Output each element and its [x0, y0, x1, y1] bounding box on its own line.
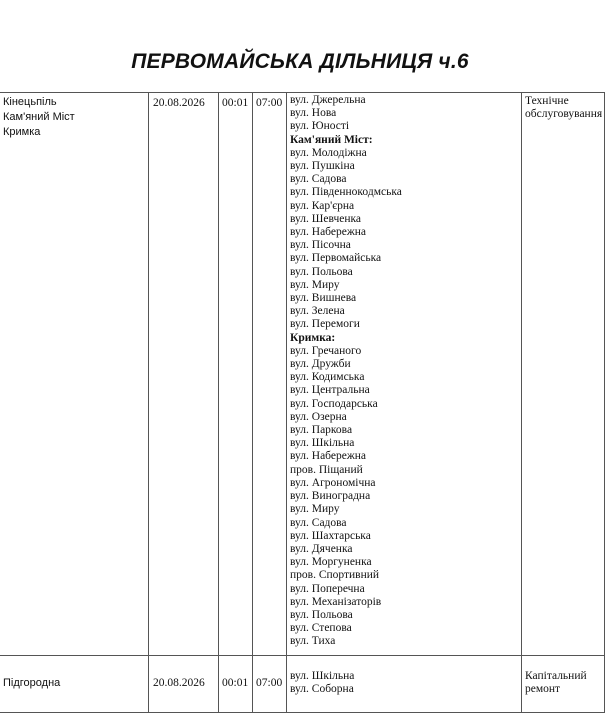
street-item: вул. Зелена [290, 305, 345, 318]
table-row [0, 93, 604, 655]
streets-cell [290, 670, 354, 696]
street-item: вул. Дяченка [290, 542, 353, 555]
street-item: вул. Гречаного [290, 344, 362, 357]
settlement-subheader: Кримка: [290, 331, 336, 344]
settlement-subheader: Кам'яний Міст: [290, 133, 373, 146]
table-bottom-border [0, 712, 604, 713]
time-to-cell: 07:00 [256, 677, 283, 689]
time-to-cell: 07:00 [256, 97, 283, 109]
street-item: вул. Нова [290, 107, 337, 120]
settlement-name: Кам'яний Міст [3, 111, 75, 123]
table-row [0, 656, 604, 712]
street-item: вул. Господарська [290, 397, 378, 410]
street-item: вул. Озерна [290, 410, 347, 423]
street-item: вул. Миру [290, 278, 340, 291]
street-item: вул. Набережна [290, 450, 367, 463]
street-item: вул. Моргуненка [290, 556, 372, 569]
street-item: вул. Юності [290, 120, 350, 133]
street-item: вул. Польова [290, 265, 353, 278]
street-item: вул. Виноградна [290, 490, 371, 503]
street-item: вул. Молодіжна [290, 146, 367, 159]
street-item: вул. Агрономічна [290, 476, 376, 489]
work-type-cell: Капітальний ремонт [525, 670, 587, 695]
street-item: вул. Степова [290, 622, 352, 635]
time-from-cell: 00:01 [222, 677, 249, 689]
street-item: вул. Соборна [290, 683, 354, 696]
page-title: ПЕРВОМАЙСЬКА ДІЛЬНИЦЯ ч.6 [131, 50, 469, 73]
street-item: вул. Пушкіна [290, 160, 355, 173]
street-item: вул. Первомайська [290, 252, 382, 265]
street-item: вул. Польова [290, 608, 353, 621]
date-cell: 20.08.2026 [153, 677, 205, 689]
street-item: вул. Пісочна [290, 239, 351, 252]
street-item: вул. Шахтарська [290, 529, 371, 542]
street-item: пров. Спортивний [290, 569, 380, 582]
street-item: вул. Поперечна [290, 582, 365, 595]
date-cell: 20.08.2026 [153, 97, 205, 109]
street-item: вул. Кар'єрна [290, 199, 355, 212]
street-item: вул. Джерельна [290, 94, 366, 106]
street-item: вул. Набережна [290, 226, 367, 239]
street-item: вул. Дружби [290, 358, 351, 371]
street-item: вул. Південнокодмська [290, 186, 402, 199]
table-right-border [604, 92, 605, 713]
street-item: вул. Тиха [290, 635, 336, 648]
street-item: вул. Садова [290, 516, 347, 529]
settlement-name: Кінецьпіль [3, 96, 57, 108]
settlements-cell [3, 95, 75, 140]
street-item: вул. Шкільна [290, 670, 355, 682]
street-item: вул. Механізаторів [290, 595, 382, 608]
street-item: вул. Центральна [290, 384, 370, 397]
street-item: вул. Садова [290, 173, 347, 186]
settlement-name: Кримка [3, 126, 41, 138]
street-item: вул. Кодимська [290, 371, 365, 384]
street-item: вул. Миру [290, 503, 340, 516]
settlement-name: Підгородна [3, 677, 61, 689]
street-item: вул. Паркова [290, 424, 353, 437]
street-item: вул. Шкільна [290, 437, 355, 450]
street-item: вул. Перемоги [290, 318, 360, 331]
time-from-cell: 00:01 [222, 97, 249, 109]
streets-cell [290, 94, 402, 649]
work-type-cell: Технічне обслуговування [525, 95, 603, 120]
street-item: пров. Піщаний [290, 463, 363, 476]
settlements-cell [3, 676, 60, 691]
street-item: вул. Шевченка [290, 212, 362, 225]
street-item: вул. Вишнева [290, 292, 357, 305]
